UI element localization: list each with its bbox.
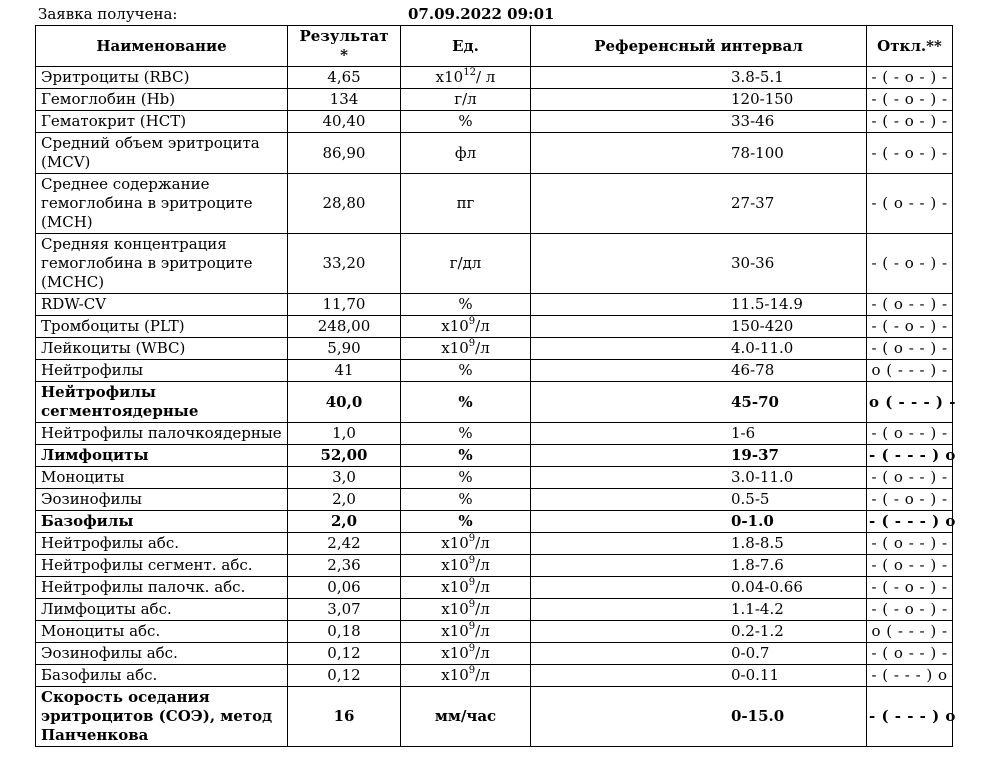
deviation-indicator: - ( - - - ) o [867,687,953,747]
unit-base: x10 [441,600,469,618]
result-value: 16 [288,687,401,747]
deviation-indicator: - ( o - - ) - [867,294,953,316]
unit [401,338,531,360]
table-row [36,423,953,445]
unit-exponent: 12 [463,67,476,78]
unit-suffix: /л [475,556,490,574]
result-value: 0,12 [288,665,401,687]
table-row [36,577,953,599]
results-table [35,25,956,747]
deviation-indicator: - ( o - - ) - [867,423,953,445]
unit-base: % [458,468,473,486]
test-name: Нейтрофилы [36,360,288,382]
table-row [36,382,953,423]
unit [401,423,531,445]
unit-base: % [458,512,473,530]
reference-interval: 3.8-5.1 [531,67,867,89]
unit-suffix: /л [475,339,490,357]
deviation-indicator: - ( - - - ) o [867,511,953,533]
table-row [36,67,953,89]
unit-base: % [458,446,473,464]
deviation-indicator: - ( - o - ) - [867,577,953,599]
unit-exponent: 9 [468,338,476,349]
deviation-indicator: - ( - - - ) o [867,445,953,467]
unit-base: % [458,424,473,442]
unit-suffix: /л [475,644,490,662]
table-row [36,111,953,133]
deviation-indicator: - ( o - - ) - [867,643,953,665]
reference-interval: 3.0-11.0 [531,467,867,489]
unit [401,555,531,577]
table-row [36,621,953,643]
result-value: 248,00 [288,316,401,338]
result-value: 1,0 [288,423,401,445]
result-value: 0,12 [288,643,401,665]
table-row [36,467,953,489]
unit [401,445,531,467]
column-header-unit: Ед. [401,26,531,67]
unit-suffix: /л [475,578,490,596]
test-name: Эозинофилы [36,489,288,511]
result-value: 86,90 [288,133,401,174]
unit [401,133,531,174]
unit-base: x10 [441,534,469,552]
result-value: 28,80 [288,174,401,234]
unit [401,577,531,599]
unit [401,294,531,316]
unit [401,174,531,234]
result-value: 134 [288,89,401,111]
test-name: Базофилы абс. [36,665,288,687]
test-name: Скорость оседания эритроцитов (СОЭ), метод Панченкова [36,687,288,747]
unit-base: x10 [441,644,469,662]
unit [401,382,531,423]
deviation-indicator: o ( - - - ) - [867,621,953,643]
reference-interval: 27-37 [531,174,867,234]
received-datetime: 07.09.2022 09:01 [408,5,555,23]
unit-exponent: 9 [468,599,476,610]
column-header-deviation: Откл.** [867,26,953,67]
unit [401,489,531,511]
unit [401,599,531,621]
unit [401,111,531,133]
reference-interval: 150-420 [531,316,867,338]
reference-interval: 30-36 [531,234,867,294]
deviation-indicator: - ( o - - ) - [867,533,953,555]
reference-interval: 78-100 [531,133,867,174]
unit-base: мм/час [434,707,497,725]
table-row [36,489,953,511]
unit-exponent: 9 [468,621,476,632]
unit [401,234,531,294]
unit-base: % [458,490,473,508]
deviation-indicator: - ( o - - ) - [867,174,953,234]
test-name: Лимфоциты абс. [36,599,288,621]
unit-base: фл [454,143,477,162]
unit-suffix: /л [475,622,490,640]
table-row [36,511,953,533]
unit-suffix: /л [475,317,490,335]
result-value: 40,40 [288,111,401,133]
result-value: 2,0 [288,489,401,511]
test-name: Базофилы [36,511,288,533]
reference-interval: 0-15.0 [531,687,867,747]
unit-base: x10 [441,666,469,684]
result-value: 0,06 [288,577,401,599]
column-header-result: Результат * [288,26,401,67]
unit-base: x10 [441,578,469,596]
test-name: Нейтрофилы палочк. абс. [36,577,288,599]
received-label: Заявка получена: [38,5,178,23]
deviation-indicator: - ( - o - ) - [867,89,953,111]
deviation-indicator: - ( o - - ) - [867,555,953,577]
unit [401,89,531,111]
reference-interval: 0-0.11 [531,665,867,687]
test-name: Лейкоциты (WBC) [36,338,288,360]
unit-base: % [458,112,473,130]
deviation-indicator: - ( - - - ) o [867,665,953,687]
table-row [36,89,953,111]
table-row [36,174,953,234]
column-header-reference: Референсный интервал [531,26,867,67]
table-row [36,234,953,294]
result-value: 41 [288,360,401,382]
unit-exponent: 9 [468,316,476,327]
deviation-indicator: - ( o - - ) - [867,338,953,360]
reference-interval: 33-46 [531,111,867,133]
deviation-indicator: - ( - o - ) - [867,599,953,621]
test-name: Нейтрофилы абс. [36,533,288,555]
deviation-indicator: o ( - - - ) - [867,360,953,382]
unit [401,643,531,665]
reference-interval: 4.0-11.0 [531,338,867,360]
test-name: RDW-CV [36,294,288,316]
table-row [36,687,953,747]
deviation-indicator: - ( - o - ) - [867,133,953,174]
reference-interval: 0.04-0.66 [531,577,867,599]
received-header [38,3,968,25]
deviation-indicator: - ( - o - ) - [867,67,953,89]
table-row [36,665,953,687]
test-name: Тромбоциты (PLT) [36,316,288,338]
test-name: Нейтрофилы сегмент. абс. [36,555,288,577]
result-value: 33,20 [288,234,401,294]
test-name: Моноциты [36,467,288,489]
column-header-name: Наименование [36,26,288,67]
unit-base: x10 [441,622,469,640]
table-row [36,599,953,621]
unit-exponent: 9 [468,665,476,676]
unit-base: г/л [454,90,477,108]
reference-interval: 1-6 [531,423,867,445]
deviation-indicator: o ( - - - ) - [867,382,953,423]
test-name: Эозинофилы абс. [36,643,288,665]
reference-interval: 46-78 [531,360,867,382]
unit-suffix: /л [475,666,490,684]
deviation-indicator: - ( - o - ) - [867,234,953,294]
unit [401,511,531,533]
unit-exponent: 9 [468,533,476,544]
unit-base: пг [456,194,475,212]
reference-interval: 11.5-14.9 [531,294,867,316]
unit-base: x10 [441,339,469,357]
unit [401,621,531,643]
result-value: 0,18 [288,621,401,643]
unit-suffix: / л [475,68,496,86]
reference-interval: 1.8-8.5 [531,533,867,555]
table-row [36,316,953,338]
test-name: Гемоглобин (Hb) [36,89,288,111]
deviation-indicator: - ( - o - ) - [867,489,953,511]
unit [401,467,531,489]
result-value: 2,0 [288,511,401,533]
reference-interval: 0-0.7 [531,643,867,665]
unit-exponent: 9 [468,555,476,566]
table-row [36,294,953,316]
unit [401,687,531,747]
table-row [36,133,953,174]
table-row [36,445,953,467]
reference-interval: 0.2-1.2 [531,621,867,643]
result-value: 3,07 [288,599,401,621]
unit-base: % [458,295,473,313]
test-name: Моноциты абс. [36,621,288,643]
unit-exponent: 9 [468,577,476,588]
result-value: 11,70 [288,294,401,316]
reference-interval: 45-70 [531,382,867,423]
unit-base: % [458,361,473,379]
test-name: Лимфоциты [36,445,288,467]
unit [401,360,531,382]
result-value: 4,65 [288,67,401,89]
unit-exponent: 9 [468,643,476,654]
result-value: 52,00 [288,445,401,467]
deviation-indicator: - ( - o - ) - [867,111,953,133]
reference-interval: 0.5-5 [531,489,867,511]
deviation-indicator: - ( - o - ) - [867,316,953,338]
reference-interval: 0-1.0 [531,511,867,533]
unit-base: x10 [441,556,469,574]
unit-base: г/дл [449,254,482,272]
test-name: Эритроциты (RBC) [36,67,288,89]
table-row [36,555,953,577]
result-value: 2,36 [288,555,401,577]
table-header-row [36,26,953,67]
table-row [36,338,953,360]
result-value: 3,0 [288,467,401,489]
test-name: Средняя концентрация гемоглобина в эритроците (MCHC) [36,234,288,294]
table-row [36,643,953,665]
test-name: Средний объем эритроцита (MCV) [36,133,288,174]
reference-interval: 19-37 [531,445,867,467]
table-row [36,533,953,555]
test-name: Нейтрофилы сегментоядерные [36,382,288,423]
test-name: Среднее содержание гемоглобина в эритроците (MCH) [36,174,288,234]
unit [401,533,531,555]
unit [401,67,531,89]
unit-base: x10 [441,317,469,335]
unit-base: % [458,392,473,411]
reference-interval: 1.8-7.6 [531,555,867,577]
test-name: Гематокрит (HCT) [36,111,288,133]
unit-suffix: /л [475,600,490,618]
result-value: 2,42 [288,533,401,555]
unit-base: x10 [435,68,464,86]
result-value: 40,0 [288,382,401,423]
reference-interval: 120-150 [531,89,867,111]
result-value: 5,90 [288,338,401,360]
table-row [36,360,953,382]
test-name: Нейтрофилы палочкоядерные [36,423,288,445]
unit [401,665,531,687]
reference-interval: 1.1-4.2 [531,599,867,621]
deviation-indicator: - ( o - - ) - [867,467,953,489]
unit [401,316,531,338]
unit-suffix: /л [475,534,490,552]
